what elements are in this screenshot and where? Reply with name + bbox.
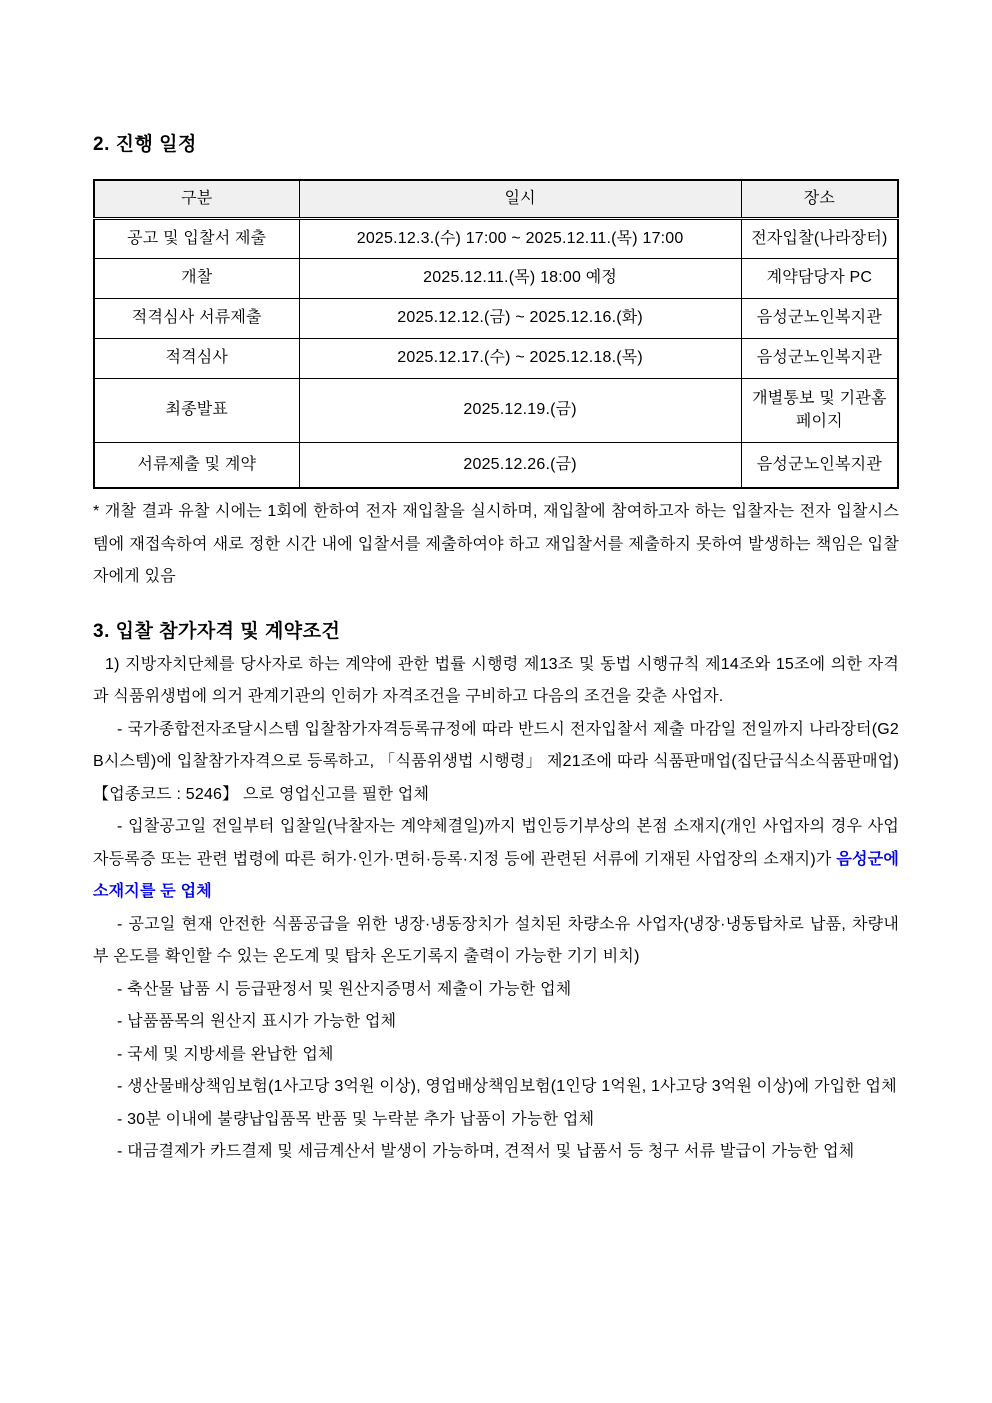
qualification-item — [93, 714, 899, 812]
item-text: - 입찰공고일 전일부터 입찰일(낙찰자는 계약체결일)까지 법인등기부상의 본점 소재지(개인 사업자의 경우 사업자등록증 또는 관련 법령에 따른 허가·인가·면허·등록·지정 등에 관련된 서류에 기재된 사업장의 소재지)가 — [93, 818, 899, 868]
table-row — [94, 258, 898, 298]
table-row — [94, 218, 898, 258]
schedule-table — [93, 179, 899, 489]
qualification-item — [93, 909, 899, 974]
item-text: - 생산물배상책임보험(1사고당 3억원 이상), 영업배상책임보험(1인당 1억원, 1사고당 3억원 이상)에 가입한 업체 — [117, 1078, 897, 1095]
item-text: - 30분 이내에 불량납입품목 반품 및 누락분 추가 납품이 가능한 업체 — [117, 1110, 595, 1128]
cell-datetime: 2025.12.26.(금) — [299, 442, 741, 488]
rebid-note: * 개찰 결과 유찰 시에는 1회에 한하여 전자 재입찰을 실시하며, 재입찰에 참여하고자 하는 입찰자는 전자 입찰시스템에 재접속하여 새로 정한 시간 내에 입찰서를 제출하여야 하고 재입찰서를 제출하지 못하여 발생하는 책임은 입찰자에게 있음 — [93, 503, 899, 585]
col-header-category: 구분 — [94, 180, 299, 218]
item-text: - 공고일 현재 안전한 식품공급을 위한 냉장·냉동장치가 설치된 차량소유 사업자(냉장·냉동탑차로 납품, 차량내부 온도를 확인할 수 있는 온도계 및 탑차 온도기록지 출력이 가능한 기기 비치) — [93, 915, 899, 965]
col-header-datetime: 일시 — [299, 180, 741, 218]
cell-location: 음성군노인복지관 — [741, 338, 898, 378]
cell-location: 개별통보 및 기관홈페이지 — [741, 378, 898, 442]
cell-datetime: 2025.12.17.(수) ~ 2025.12.18.(목) — [299, 338, 741, 378]
cell-location: 전자입찰(나라장터) — [741, 218, 898, 258]
cell-category: 최종발표 — [94, 378, 299, 442]
item-text: - 대금결제가 카드결제 및 세금계산서 발생이 가능하며, 견적서 및 납품서 등 청구 서류 발급이 가능한 업체 — [117, 1143, 855, 1160]
item-text: - 납품품목의 원산지 표시가 가능한 업체 — [117, 1013, 397, 1030]
item-text: - 국가종합전자조달시스템 입찰참가자격등록규정에 따라 반드시 전자입찰서 제출 마감일 전일까지 나라장터(G2B시스템)에 입찰참가자격으로 등록하고, 「식품위생법 시행령」 제21조에 따라 식품판매업(집단급식소식품판매업) 【업종코드 : 5246】 으로 영업신고를 필한 업체 — [93, 720, 899, 803]
cell-category: 적격심사 — [94, 338, 299, 378]
cell-category: 개찰 — [94, 258, 299, 298]
qualification-item — [93, 1039, 899, 1072]
cell-datetime: 2025.12.3.(수) 17:00 ~ 2025.12.11.(목) 17:00 — [299, 218, 741, 258]
table-row — [94, 378, 898, 442]
qualification-intro: 1) 지방자치단체를 당사자로 하는 계약에 관한 법률 시행령 제13조 및 동법 시행규칙 제14조와 15조에 의한 자격과 식품위생법에 의거 관계기관의 인허가 자격조건을 구비하고 다음의 조건을 갖춘 사업자. — [93, 655, 899, 705]
cell-location: 계약담당자 PC — [741, 258, 898, 298]
table-row — [94, 338, 898, 378]
qualification-item — [93, 811, 899, 909]
section-3-heading: 3. 입찰 참가자격 및 계약조건 — [93, 620, 341, 642]
col-header-location: 장소 — [741, 180, 898, 218]
cell-datetime: 2025.12.19.(금) — [299, 378, 741, 442]
cell-datetime: 2025.12.12.(금) ~ 2025.12.16.(화) — [299, 298, 741, 338]
cell-location: 음성군노인복지관 — [741, 298, 898, 338]
qualification-item — [93, 1071, 899, 1104]
section-2-heading: 2. 진행 일정 — [93, 134, 197, 155]
qualification-item — [93, 1006, 899, 1039]
cell-category: 서류제출 및 계약 — [94, 442, 299, 488]
item-text: - 국세 및 지방세를 완납한 업체 — [117, 1045, 334, 1063]
table-row — [94, 442, 898, 488]
item-text: - 축산물 납품 시 등급판정서 및 원산지증명서 제출이 가능한 업체 — [117, 980, 572, 998]
location-requirement-highlight: 음성군에 소재지를 둔 업체 — [93, 850, 899, 900]
table-header-row — [94, 180, 898, 218]
cell-category: 공고 및 입찰서 제출 — [94, 218, 299, 258]
table-row — [94, 298, 898, 338]
cell-category: 적격심사 서류제출 — [94, 298, 299, 338]
qualification-item — [93, 974, 899, 1007]
qualification-item — [93, 1104, 899, 1137]
qualification-item — [93, 1136, 899, 1169]
cell-datetime: 2025.12.11.(목) 18:00 예정 — [299, 258, 741, 298]
cell-location: 음성군노인복지관 — [741, 442, 898, 488]
